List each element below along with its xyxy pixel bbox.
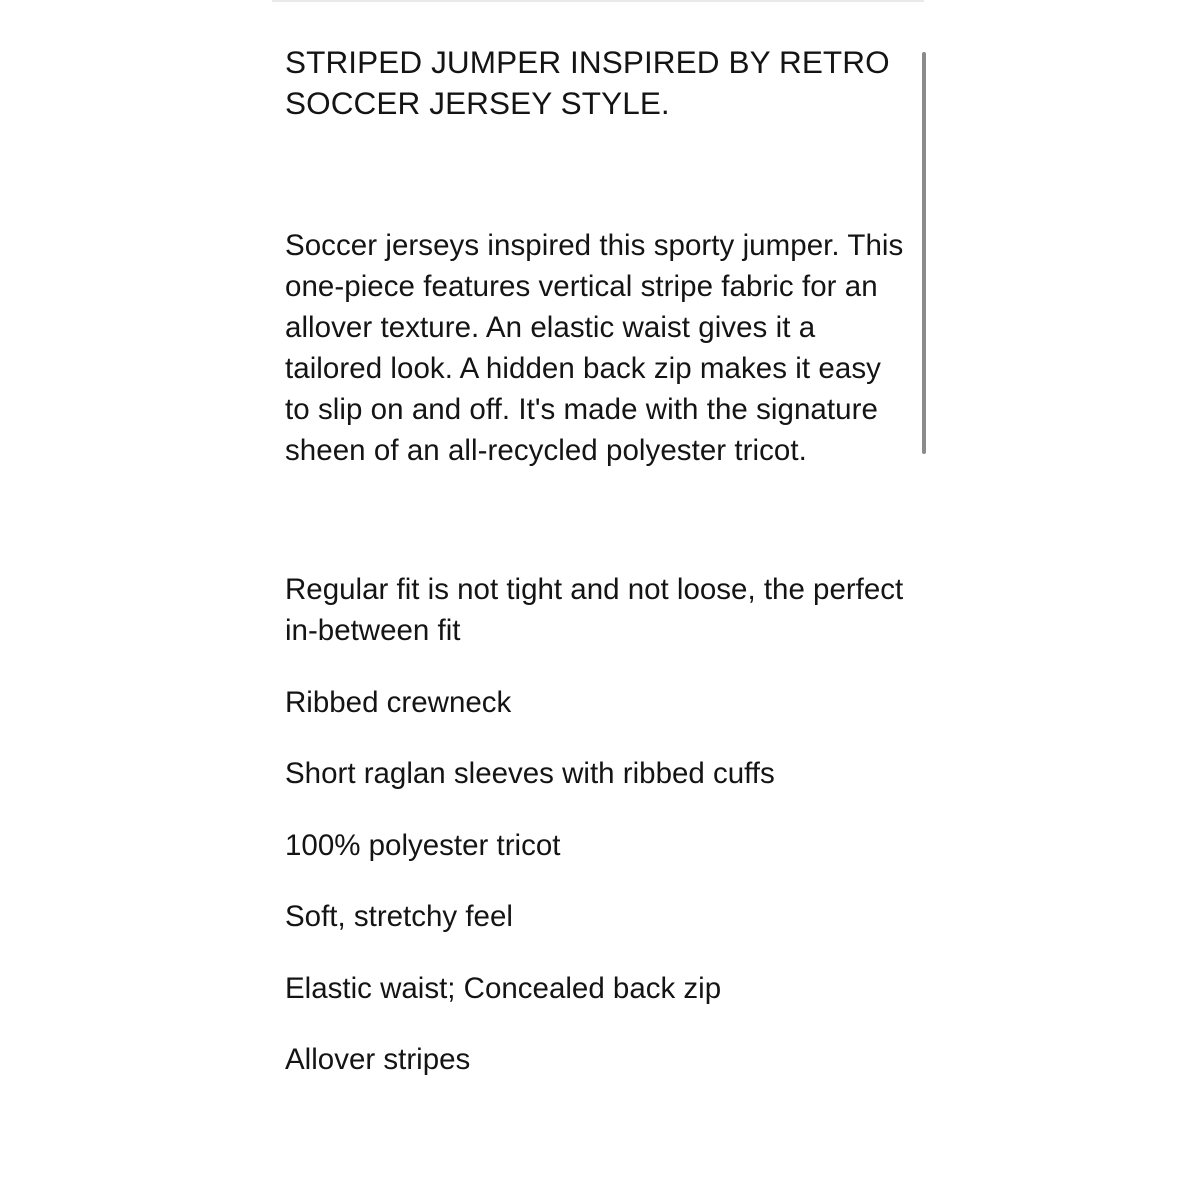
feature-item-feel: Soft, stretchy feel [285,900,513,933]
feature-item-waist-zip: Elastic waist; Concealed back zip [285,971,722,1005]
feature-item-fit: Regular fit is not tight and not loose, the perfect in-between fit [285,573,904,647]
feature-item-material: 100% polyester tricot [285,828,561,862]
scrollbar-thumb[interactable] [922,52,926,454]
product-description: Soccer jerseys inspired this sporty jumper. This one-piece features vertical stripe fabric for an allover texture. An elastic waist gives it a tailored look. A hidden back zip makes it easy to slip on and off. It's made with the signature sheen of an all-recycled polyester tricot. [285,229,904,467]
feature-list [285,569,913,1080]
feature-item-crewneck: Ribbed crewneck [285,685,512,719]
product-heading: STRIPED JUMPER INSPIRED BY RETRO SOCCER JERSEY STYLE. [285,44,890,121]
product-details [285,42,913,1111]
screen-top-edge [272,0,924,2]
feature-item-sleeves: Short raglan sleeves with ribbed cuffs [285,757,775,790]
feature-item-stripes: Allover stripes [285,1043,471,1076]
